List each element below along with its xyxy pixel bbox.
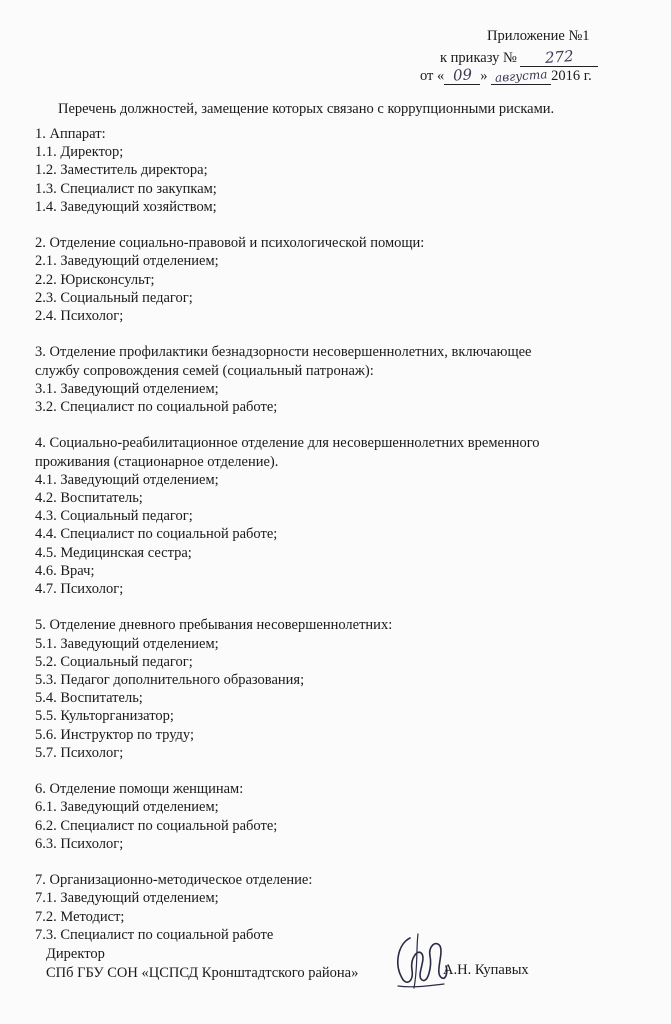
list-item: 5.3. Педагог дополнительного образования;: [35, 672, 305, 689]
date-day: 09: [452, 65, 473, 85]
section: [35, 780, 540, 853]
list-item: 2.3. Социальный педагог;: [35, 289, 193, 306]
list-item: 6.1. Заведующий отделением;: [35, 799, 219, 816]
signature-block: [46, 945, 358, 983]
list-item: 2.4. Психолог;: [35, 308, 124, 325]
signatory-position: Директор: [46, 946, 105, 962]
list-item: 7.1. Заведующий отделением;: [35, 890, 219, 907]
list-item: 6.3. Психолог;: [35, 835, 124, 852]
date-mid: »: [480, 68, 488, 84]
list-item: 5.2. Социальный педагог;: [35, 653, 193, 670]
list-item: 1.3. Специалист по закупкам;: [35, 180, 217, 197]
date-prefix: от «: [420, 68, 445, 84]
list-item: 4.2. Воспитатель;: [35, 490, 143, 507]
list-item: 4.3. Социальный педагог;: [35, 508, 193, 525]
section: [35, 343, 540, 416]
section-heading: 3. Отделение профилактики безнадзорности несовершеннолетних, включающее: [35, 344, 532, 361]
date-month-field: [491, 69, 551, 85]
section: [35, 125, 540, 216]
list-item: 4.5. Медицинская сестра;: [35, 544, 192, 561]
list-item: 5.4. Воспитатель;: [35, 690, 143, 707]
position-list: [35, 125, 540, 962]
list-item: 5.7. Психолог;: [35, 744, 124, 761]
signatory-organization: СПб ГБУ СОН «ЦСПСД Кронштадтского района»: [46, 965, 359, 981]
list-item: 3.1. Заведующий отделением;: [35, 380, 219, 397]
section-heading: 1. Аппарат:: [35, 126, 106, 142]
section-heading: 4. Социально-реабилитационное отделение для несовершеннолетних временного: [35, 435, 540, 452]
signatory-name: А.Н. Купавых: [443, 962, 529, 978]
section-heading: службу сопровождения семей (социальный патронаж):: [35, 362, 374, 379]
section: [35, 871, 540, 944]
list-item: 7.3. Специалист по социальной работе: [35, 926, 274, 943]
list-item: 2.2. Юрисконсульт;: [35, 271, 155, 288]
document-title: Перечень должностей, замещение которых связано с коррупционными рисками.: [58, 101, 555, 117]
date-line: [420, 67, 592, 85]
list-item: 1.4. Заведующий хозяйством;: [35, 198, 217, 215]
order-number-field: [520, 47, 598, 67]
list-item: 4.6. Врач;: [35, 562, 95, 579]
date-month: августа: [494, 67, 548, 85]
date-year: 2016 г.: [551, 68, 592, 84]
section: [35, 434, 540, 598]
list-item: 4.1. Заведующий отделением;: [35, 471, 219, 488]
list-item: 7.2. Методист;: [35, 908, 125, 925]
list-item: 4.4. Специалист по социальной работе;: [35, 526, 278, 543]
list-item: 5.1. Заведующий отделением;: [35, 635, 219, 652]
order-number: 272: [544, 47, 575, 67]
section-heading: 2. Отделение социально-правовой и психологической помощи:: [35, 235, 425, 252]
appendix-label: Приложение №1: [487, 28, 590, 44]
section-heading: проживания (стационарное отделение).: [35, 453, 279, 470]
list-item: 5.5. Культорганизатор;: [35, 708, 174, 725]
section-heading: 5. Отделение дневного пребывания несовершеннолетних:: [35, 617, 393, 634]
section-heading: 6. Отделение помощи женщинам:: [35, 781, 244, 798]
section-heading: 7. Организационно-методическое отделение:: [35, 872, 313, 889]
section: [35, 234, 540, 325]
list-item: 1.1. Директор;: [35, 144, 124, 161]
list-item: 3.2. Специалист по социальной работе;: [35, 399, 278, 416]
list-item: 4.7. Психолог;: [35, 581, 124, 598]
list-item: 1.2. Заместитель директора;: [35, 162, 208, 179]
list-item: 2.1. Заведующий отделением;: [35, 253, 219, 270]
order-prefix: к приказу №: [440, 50, 517, 66]
order-line: [440, 49, 598, 67]
section: [35, 616, 540, 762]
list-item: 6.2. Специалист по социальной работе;: [35, 817, 278, 834]
list-item: 5.6. Инструктор по труду;: [35, 726, 194, 743]
handwritten-signature: [388, 930, 450, 992]
date-day-field: [444, 65, 480, 85]
